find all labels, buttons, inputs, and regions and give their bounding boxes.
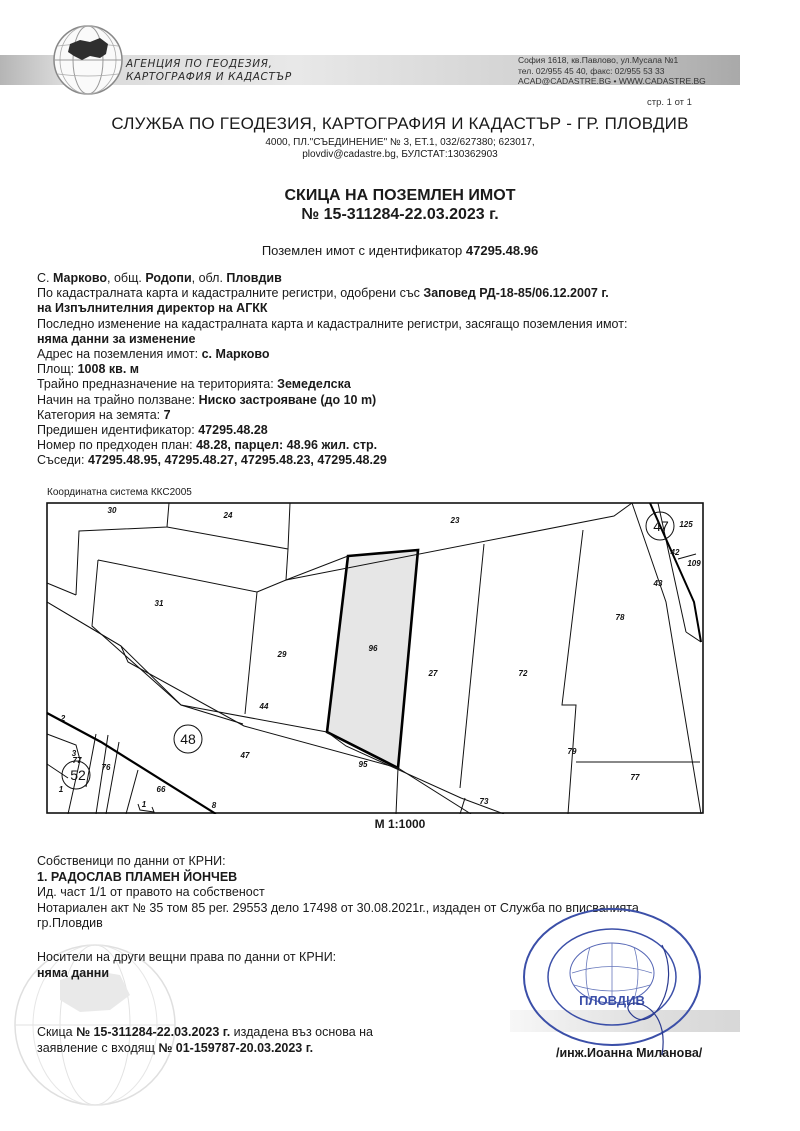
issued-prefix: Скица bbox=[37, 1025, 77, 1039]
area-line bbox=[37, 362, 627, 377]
other-rights-value: няма данни bbox=[37, 965, 110, 980]
signer-name: /инж.Иоанна Миланова/ bbox=[556, 1046, 703, 1060]
identifier-value: 47295.48.96 bbox=[465, 243, 539, 258]
parcel-27-label: 27 bbox=[428, 669, 438, 678]
usage-value: Ниско застрояване (до 10 m) bbox=[198, 392, 377, 407]
parcel-42-label: 42 bbox=[670, 548, 680, 557]
region: Пловдив bbox=[226, 271, 282, 285]
other-rights-heading: Носители на други вещни права по данни от КРНИ: bbox=[37, 950, 337, 964]
parcel-1-label: 1 bbox=[58, 785, 64, 794]
category-value: 7 bbox=[163, 407, 171, 422]
parcel-1b-label: 1 bbox=[141, 800, 147, 809]
map-scale: М 1:1000 bbox=[374, 817, 426, 831]
service-title: СЛУЖБА ПО ГЕОДЕЗИЯ, КАРТОГРАФИЯ И КАДАСТЪР - ГР. ПЛОВДИВ bbox=[111, 114, 689, 133]
parcel-77b-label: 77 bbox=[72, 756, 82, 765]
area-label: Площ: bbox=[37, 362, 78, 377]
prev-plan-line bbox=[37, 438, 627, 453]
neighbors-line bbox=[37, 453, 627, 468]
owner-deed-city: гр.Пловдив bbox=[37, 916, 103, 930]
area-value: 1008 кв. м bbox=[77, 362, 140, 377]
coordinate-system: Координатна система ККС2005 bbox=[47, 487, 192, 498]
usage-line bbox=[37, 393, 627, 408]
document-title bbox=[0, 186, 800, 224]
document-title-line1: СКИЦА НА ПОЗЕМЛЕН ИМОТ bbox=[284, 187, 516, 204]
issued-statement bbox=[37, 1024, 373, 1056]
property-info bbox=[37, 271, 627, 469]
parcel-43-label: 43 bbox=[653, 579, 663, 588]
order-line bbox=[37, 286, 627, 301]
owner-name: 1. РАДОСЛАВ ПЛАМЕН ЙОНЧЕВ bbox=[37, 869, 238, 884]
parcel-31-label: 31 bbox=[154, 599, 164, 608]
last-change-label: Последно изменение на кадастралната карта и кадастралните регистри, засягащо поземления имот: bbox=[37, 316, 628, 331]
address-label: Адрес на поземления имот: bbox=[37, 347, 202, 362]
muni-prefix: , общ. bbox=[107, 271, 142, 285]
contact-web: ACAD@CADASTRE.BG • WWW.CADASTRE.BG bbox=[518, 76, 706, 86]
contact-address: София 1618, кв.Павлово, ул.Мусала №1 bbox=[518, 55, 679, 65]
service-address-line2: plovdiv@cadastre.bg, БУЛСТАТ:130362903 bbox=[302, 149, 498, 160]
service-address bbox=[0, 137, 800, 161]
last-change-value: няма данни за изменение bbox=[37, 331, 196, 346]
category-line bbox=[37, 408, 627, 423]
owners-heading: Собственици по данни от КРНИ: bbox=[37, 854, 226, 868]
contact-phone: тел. 02/955 45 40, факс: 02/955 53 33 bbox=[518, 65, 665, 76]
request-prefix: заявление с входящ bbox=[37, 1041, 159, 1055]
parcel-109-label: 109 bbox=[687, 559, 701, 568]
property-identifier bbox=[0, 243, 800, 258]
block-48-label: 48 bbox=[180, 731, 196, 747]
location-line bbox=[37, 271, 627, 286]
agency-globe-logo-icon bbox=[50, 22, 126, 98]
agency-name bbox=[126, 58, 292, 84]
parcel-77-label: 77 bbox=[630, 773, 640, 782]
parcel-3-label: 3 bbox=[71, 749, 77, 758]
parcel-8-label: 8 bbox=[211, 801, 217, 810]
parcel-73-label: 73 bbox=[479, 797, 489, 806]
usage-label: Начин на трайно ползване: bbox=[37, 392, 199, 407]
village-prefix: С. bbox=[37, 271, 50, 285]
service-address-line1: 4000, ПЛ."СЪЕДИНЕНИЕ" № 3, ЕТ.1, 032/627380; 623017, bbox=[265, 137, 535, 148]
neighbors-label: Съседи: bbox=[37, 453, 88, 468]
parcel-79-label: 79 bbox=[567, 747, 577, 756]
parcel-44-label: 44 bbox=[259, 702, 269, 711]
purpose-value: Земеделска bbox=[277, 377, 351, 392]
owner-share: Ид. част 1/1 от правото на собственост bbox=[37, 885, 265, 899]
agency-name-line2: КАРТОГРАФИЯ И КАДАСТЪР bbox=[126, 71, 292, 83]
prev-id-line bbox=[37, 423, 627, 438]
village: Марково bbox=[52, 271, 108, 285]
request-number: № 01-159787-20.03.2023 г. bbox=[158, 1041, 314, 1055]
identifier-label: Поземлен имот с идентификатор bbox=[261, 243, 463, 258]
prev-id-value: 47295.48.28 bbox=[198, 423, 268, 438]
block-52-label: 52 bbox=[70, 767, 86, 783]
parcel-23-label: 23 bbox=[450, 516, 460, 525]
block-47-label: 47 bbox=[653, 518, 669, 534]
parcel-24-label: 24 bbox=[223, 511, 233, 520]
parcel-125-label: 125 bbox=[679, 520, 693, 529]
order-value: Заповед РД-18-85/06.12.2007 г. bbox=[423, 286, 609, 301]
issued-middle: издадена въз основа на bbox=[230, 1025, 373, 1039]
parcel-72-label: 72 bbox=[518, 669, 528, 678]
municipality: Родопи bbox=[145, 271, 192, 285]
owner-deed: Нотариален акт № 35 том 85 рег. 29553 дело 17498 от 30.08.2021г., издаден от Служба по вписванията bbox=[37, 900, 639, 915]
page-number: стр. 1 от 1 bbox=[647, 97, 692, 108]
parcel-2-label: 2 bbox=[60, 714, 66, 723]
parcel-47-label: 47 bbox=[240, 751, 250, 760]
other-rights-section bbox=[37, 950, 336, 981]
prev-plan-value: 48.28, парцел: 48.96 жил. стр. bbox=[196, 438, 378, 453]
address-line bbox=[37, 347, 627, 362]
order-value2: на Изпълнителния директор на АГКК bbox=[37, 301, 268, 316]
agency-name-line1: АГЕНЦИЯ ПО ГЕОДЕЗИЯ, bbox=[126, 58, 273, 70]
issued-number: № 15-311284-22.03.2023 г. bbox=[76, 1025, 231, 1039]
neighbors-value: 47295.48.95, 47295.48.27, 47295.48.23, 47295.48.29 bbox=[88, 453, 387, 468]
parcel-66-label: 66 bbox=[156, 785, 166, 794]
cadastral-map bbox=[46, 502, 704, 814]
address-value: с. Марково bbox=[201, 347, 270, 362]
parcel-96-label: 96 bbox=[368, 644, 378, 653]
document-number: № 15-311284-22.03.2023 г. bbox=[301, 206, 499, 223]
prev-id-label: Предишен идентификатор: bbox=[37, 423, 199, 438]
parcel-76-label: 76 bbox=[101, 763, 111, 772]
category-label: Категория на земята: bbox=[37, 407, 164, 422]
parcel-29-label: 29 bbox=[277, 650, 287, 659]
parcel-30-label: 30 bbox=[107, 506, 117, 515]
parcel-95-label: 95 bbox=[358, 760, 368, 769]
stamp-city: ПЛОВДИВ bbox=[579, 993, 645, 1008]
official-stamp-icon bbox=[512, 905, 712, 1065]
purpose-label: Трайно предназначение на територията: bbox=[37, 377, 278, 392]
order-text: По кадастралната карта и кадастралните регистри, одобрени със bbox=[37, 286, 424, 301]
purpose-line bbox=[37, 377, 627, 392]
region-prefix: , обл. bbox=[191, 271, 223, 285]
agency-contact bbox=[518, 55, 706, 87]
parcel-78-label: 78 bbox=[615, 613, 625, 622]
prev-plan-label: Номер по предходен план: bbox=[37, 438, 197, 453]
order-line2 bbox=[37, 301, 627, 316]
